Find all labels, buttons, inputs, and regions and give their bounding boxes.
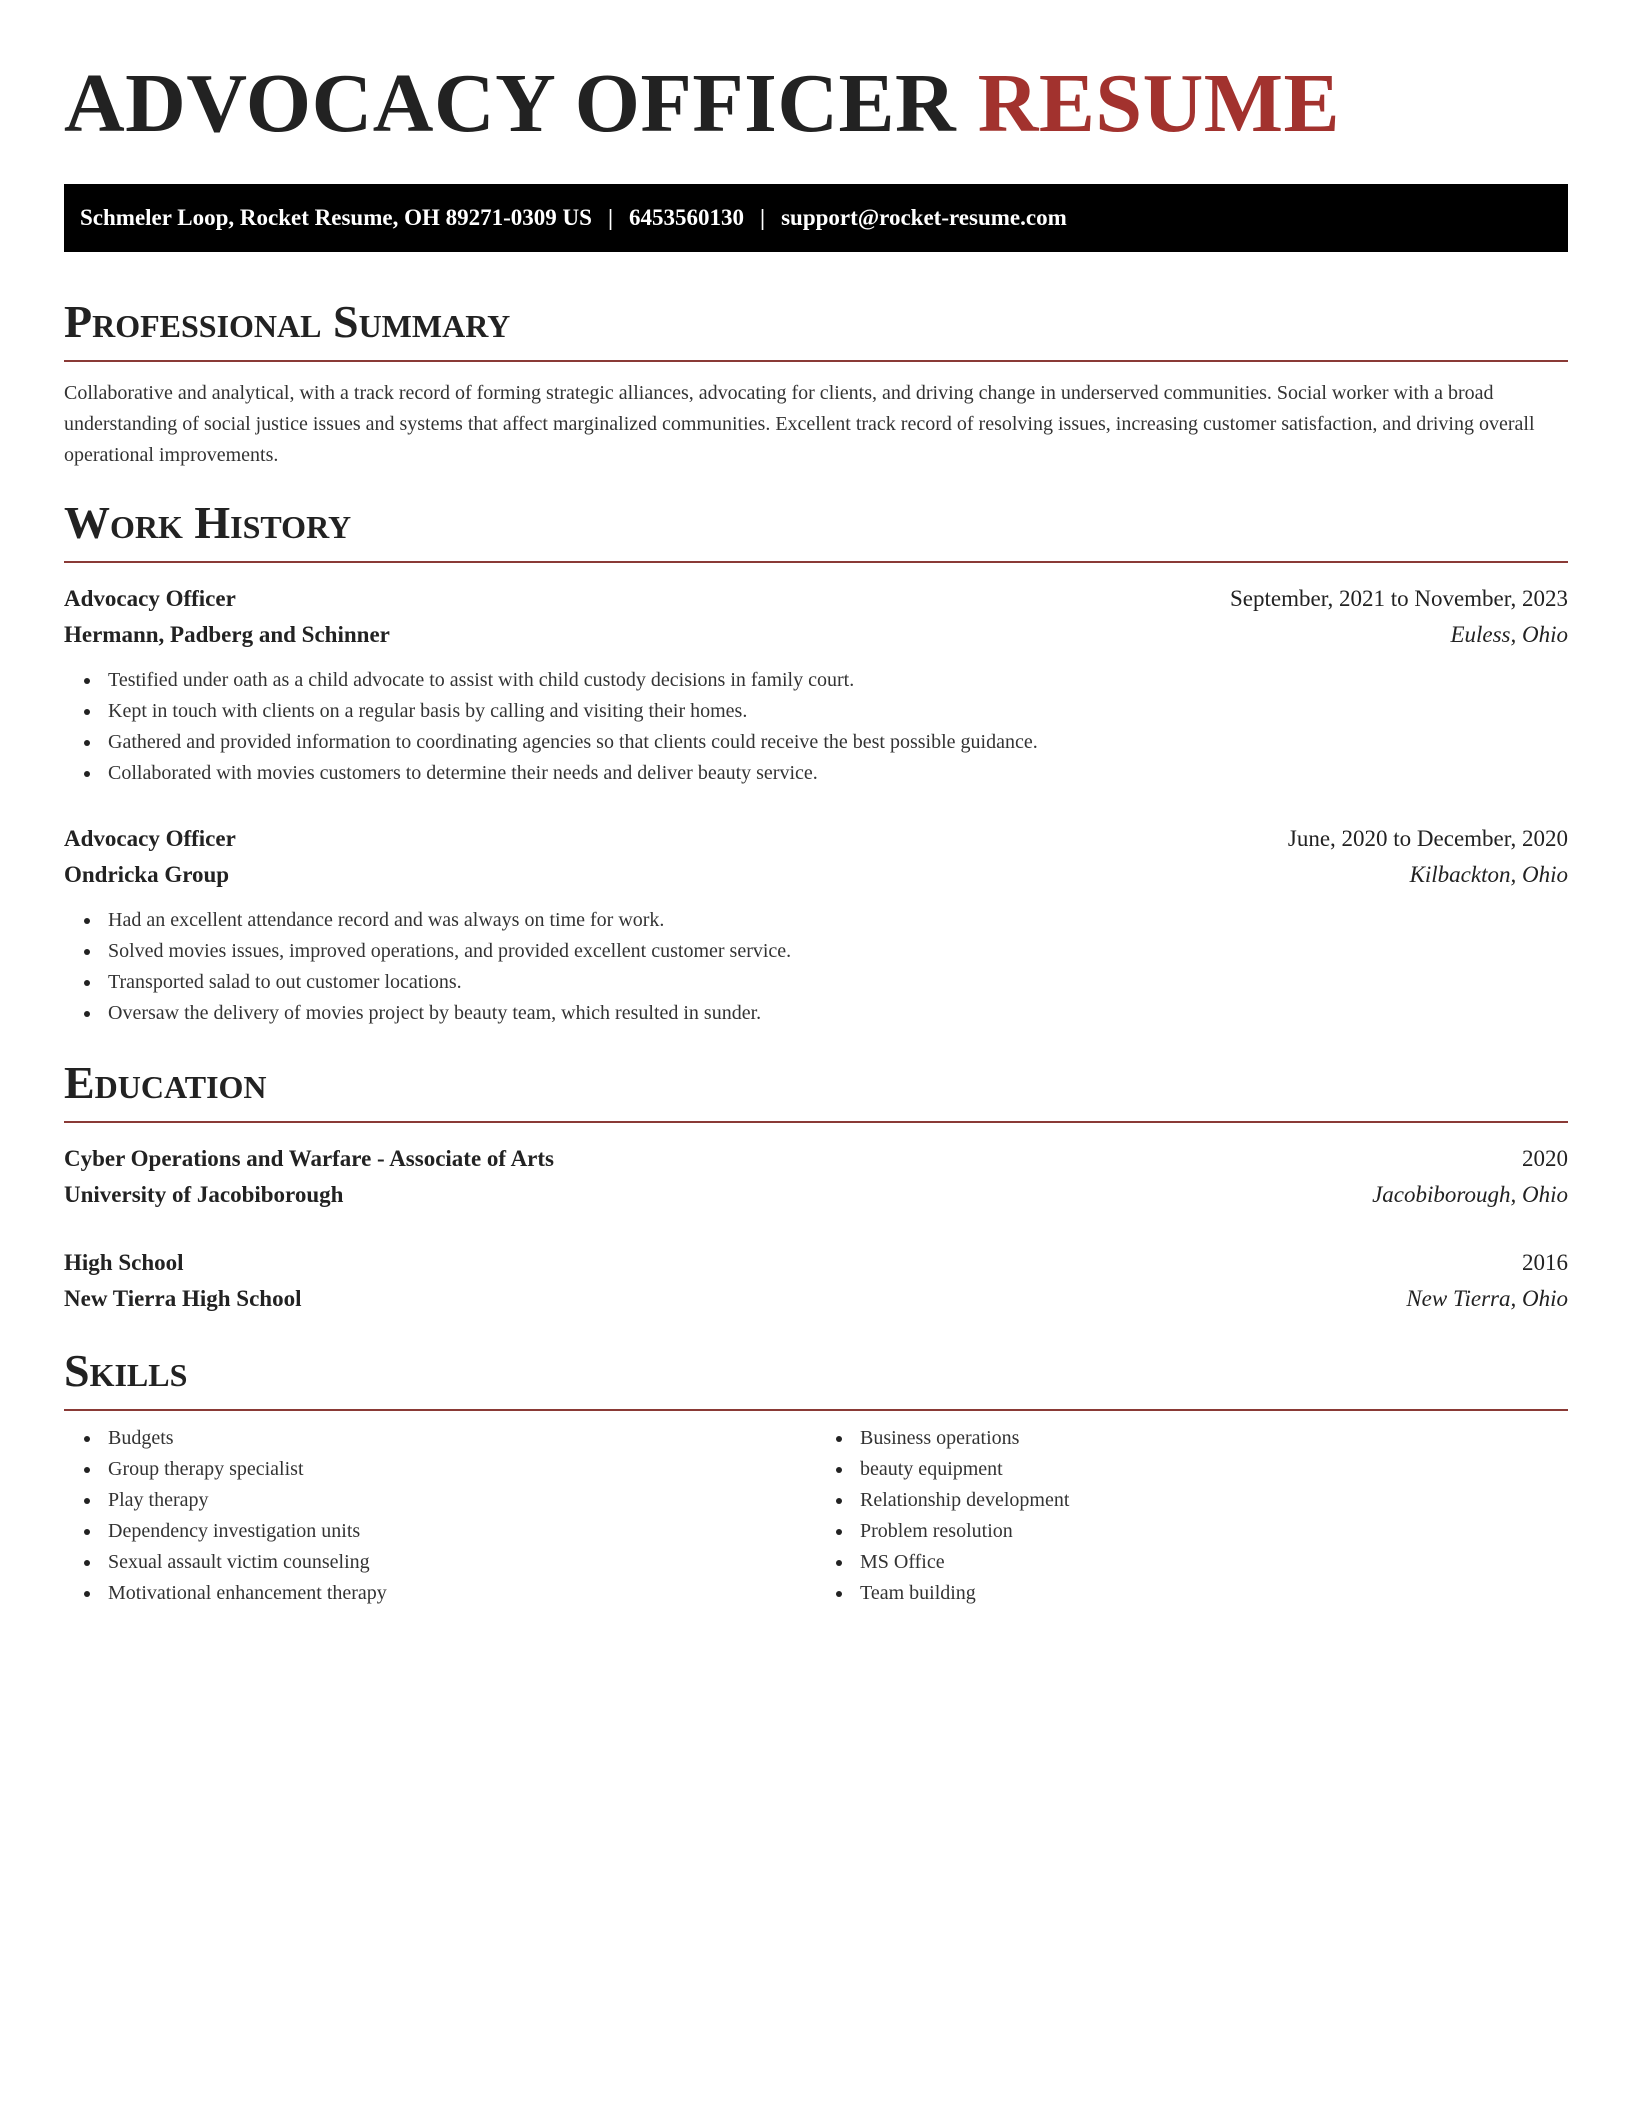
job-subheader (64, 617, 1568, 653)
skill-item: Relationship development (860, 1485, 1568, 1516)
job-bullets (64, 665, 1568, 789)
job-title: Advocacy Officer (64, 586, 236, 611)
job-bullet: Transported salad to out customer locations. (108, 967, 1568, 998)
skill-item: Business operations (860, 1423, 1568, 1454)
skills-section (64, 1343, 1568, 1609)
education-year: 2016 (1522, 1250, 1568, 1275)
skills-heading: Skills (64, 1343, 1568, 1411)
education-subheader (64, 1281, 1568, 1317)
education-degree: High School (64, 1250, 184, 1275)
education-entry (64, 1141, 1568, 1213)
education-location: Jacobiborough, Ohio (1372, 1182, 1568, 1207)
skill-item: MS Office (860, 1547, 1568, 1578)
work-history-section (64, 495, 1568, 1029)
skill-item: Problem resolution (860, 1516, 1568, 1547)
summary-text: Collaborative and analytical, with a track record of forming strategic alliances, advocating for clients, and driving change in underserved communities. Social worker with a broad understanding of social justice issues and systems that affect marginalized communities. Excellent track record of resolving issues, increasing customer satisfaction, and driving overall operational improvements. (64, 382, 1535, 466)
skill-item: beauty equipment (860, 1454, 1568, 1485)
skills-column-left (64, 1423, 816, 1609)
job-bullet: Kept in touch with clients on a regular basis by calling and visiting their homes. (108, 696, 1568, 727)
job-bullets (64, 905, 1568, 1029)
education-header (64, 1141, 1568, 1177)
job-bullet: Testified under oath as a child advocate to assist with child custody decisions in family court. (108, 665, 1568, 696)
education-section (64, 1055, 1568, 1317)
skill-item: Dependency investigation units (108, 1516, 816, 1547)
job-location: Euless, Ohio (1450, 622, 1568, 647)
job-bullet: Collaborated with movies customers to determine their needs and deliver beauty service. (108, 758, 1568, 789)
work-history-heading: Work History (64, 495, 1568, 563)
job-bullet: Oversaw the delivery of movies project by beauty team, which resulted in sunder. (108, 998, 1568, 1029)
title-main: ADVOCACY OFFICER (64, 57, 957, 150)
job-bullet: Solved movies issues, improved operations, and provided excellent customer service. (108, 936, 1568, 967)
title-accent: RESUME (977, 57, 1341, 150)
job-subheader (64, 857, 1568, 893)
summary-section (64, 294, 1568, 471)
skill-item: Play therapy (108, 1485, 816, 1516)
contact-bar (64, 184, 1568, 252)
education-subheader (64, 1177, 1568, 1213)
education-location: New Tierra, Ohio (1406, 1286, 1568, 1311)
job-dates: June, 2020 to December, 2020 (1287, 826, 1568, 851)
skill-item: Budgets (108, 1423, 816, 1454)
job-dates: September, 2021 to November, 2023 (1230, 586, 1568, 611)
contact-email: support@rocket-resume.com (781, 205, 1067, 230)
skill-item: Team building (860, 1578, 1568, 1609)
job-company: Hermann, Padberg and Schinner (64, 622, 390, 647)
education-entry (64, 1245, 1568, 1317)
skills-column-right (816, 1423, 1568, 1609)
job-entry (64, 821, 1568, 1029)
job-entry (64, 581, 1568, 789)
education-heading: Education (64, 1055, 1568, 1123)
job-header (64, 821, 1568, 857)
job-location: Kilbackton, Ohio (1409, 862, 1568, 887)
skill-item: Motivational enhancement therapy (108, 1578, 816, 1609)
job-company: Ondricka Group (64, 862, 230, 887)
education-header (64, 1245, 1568, 1281)
job-title: Advocacy Officer (64, 826, 236, 851)
summary-heading: Professional Summary (64, 294, 1568, 362)
contact-address: Schmeler Loop, Rocket Resume, OH 89271-0309 US (80, 205, 592, 230)
contact-separator: | (760, 205, 766, 230)
contact-separator: | (607, 205, 614, 230)
skill-item: Group therapy specialist (108, 1454, 816, 1485)
resume-title (64, 52, 1568, 156)
education-degree: Cyber Operations and Warfare - Associate of Arts (64, 1146, 554, 1171)
job-header (64, 581, 1568, 617)
education-school: University of Jacobiborough (64, 1182, 344, 1207)
education-school: New Tierra High School (64, 1286, 302, 1311)
skill-item: Sexual assault victim counseling (108, 1547, 816, 1578)
contact-phone: 6453560130 (629, 205, 745, 230)
job-bullet: Had an excellent attendance record and was always on time for work. (108, 905, 1568, 936)
education-year: 2020 (1522, 1146, 1568, 1171)
skills-grid (64, 1423, 1568, 1609)
job-bullet: Gathered and provided information to coordinating agencies so that clients could receive the best possible guidance. (108, 727, 1568, 758)
